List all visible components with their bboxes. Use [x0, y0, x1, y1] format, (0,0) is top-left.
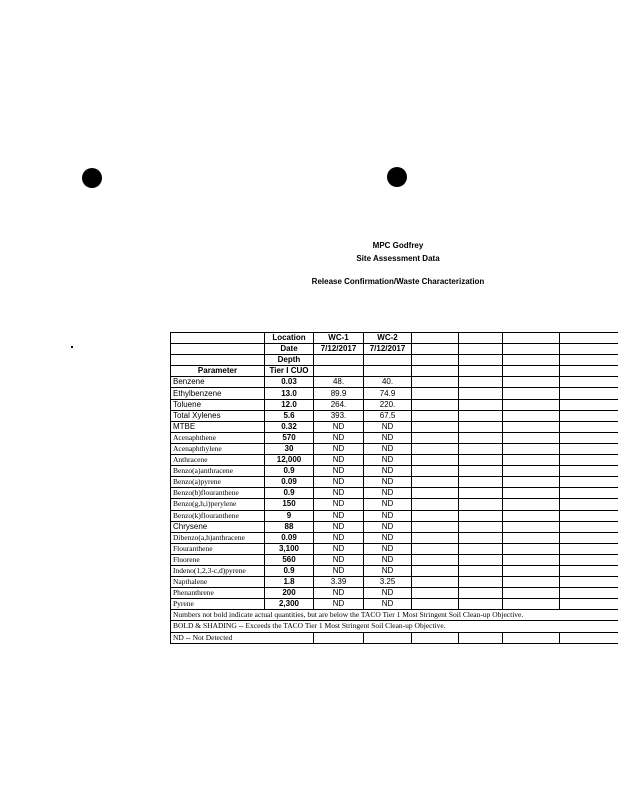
empty-cell [459, 554, 503, 565]
wc1-cell: ND [314, 554, 364, 565]
empty-cell [412, 521, 459, 532]
document-title: MPC Godfrey [372, 241, 424, 250]
empty-cell [364, 632, 412, 643]
empty-cell [459, 410, 503, 421]
empty-cell [560, 599, 618, 610]
empty-cell [459, 599, 503, 610]
sample-date: 7/12/2017 [364, 344, 412, 355]
empty-cell [503, 499, 560, 510]
table-row [171, 532, 618, 543]
empty-cell [503, 399, 560, 410]
cuo-cell: 2,300 [265, 599, 314, 610]
parameter-cell: Fluorene [171, 554, 265, 565]
table-row [171, 499, 618, 510]
site-assessment-table [170, 332, 618, 644]
parameter-cell: Dibenzo(a,h)anthracene [171, 532, 265, 543]
wc2-cell: ND [364, 488, 412, 499]
wc1-cell: ND [314, 543, 364, 554]
table-row [171, 599, 618, 610]
cuo-cell: 560 [265, 554, 314, 565]
empty-cell [459, 399, 503, 410]
empty-cell [412, 488, 459, 499]
wc2-cell: ND [364, 421, 412, 432]
cuo-cell: 30 [265, 443, 314, 454]
empty-cell [412, 599, 459, 610]
wc1-cell: 393. [314, 410, 364, 421]
date-label: Date [265, 344, 314, 355]
empty-cell [459, 388, 503, 399]
empty-cell [459, 466, 503, 477]
wc2-cell: ND [364, 443, 412, 454]
wc2-cell: ND [364, 499, 412, 510]
parameter-cell: Benzo(a)anthracene [171, 466, 265, 477]
punch-hole-right [387, 167, 407, 187]
wc2-cell: ND [364, 432, 412, 443]
empty-cell [560, 466, 618, 477]
empty-cell [560, 432, 618, 443]
empty-cell [412, 466, 459, 477]
empty-cell [412, 577, 459, 588]
empty-cell [459, 565, 503, 576]
wc1-cell: ND [314, 477, 364, 488]
empty-cell [560, 532, 618, 543]
table-row [171, 588, 618, 599]
empty-cell [503, 421, 560, 432]
empty-cell [459, 588, 503, 599]
empty-cell [560, 421, 618, 432]
table-row [171, 477, 618, 488]
empty-cell [560, 565, 618, 576]
table-row [171, 521, 618, 532]
empty-cell [560, 488, 618, 499]
empty-cell [560, 588, 618, 599]
sample-location: WC-2 [364, 333, 412, 344]
empty-cell [503, 599, 560, 610]
depth-label: Depth [265, 355, 314, 366]
empty-cell [503, 554, 560, 565]
empty-cell [560, 477, 618, 488]
table-row [171, 388, 618, 399]
empty-cell [560, 455, 618, 466]
empty-cell [412, 532, 459, 543]
empty-cell [412, 499, 459, 510]
cuo-cell: 0.09 [265, 532, 314, 543]
wc2-cell: 3.25 [364, 577, 412, 588]
parameter-label: Parameter [171, 366, 265, 377]
table-row [171, 410, 618, 421]
table-row [171, 466, 618, 477]
empty-cell [560, 443, 618, 454]
empty-cell [503, 577, 560, 588]
empty-cell [503, 521, 560, 532]
empty-cell [560, 577, 618, 588]
wc2-cell: ND [364, 477, 412, 488]
empty-cell [412, 421, 459, 432]
empty-cell [560, 499, 618, 510]
empty-cell [503, 565, 560, 576]
empty-cell [503, 510, 560, 521]
parameter-cell: Benzo(g,h,i)perylene [171, 499, 265, 510]
empty-cell [503, 377, 560, 388]
table-row [171, 421, 618, 432]
empty-cell [412, 399, 459, 410]
parameter-cell: Pyrene [171, 599, 265, 610]
location-row [171, 333, 618, 344]
wc2-cell: ND [364, 565, 412, 576]
wc1-cell: 3.39 [314, 577, 364, 588]
empty-cell [560, 554, 618, 565]
depth-row [171, 355, 618, 366]
empty-cell [560, 521, 618, 532]
cuo-cell: 12.0 [265, 399, 314, 410]
section-title: Release Confirmation/Waste Characterization [311, 277, 485, 286]
empty-cell [459, 577, 503, 588]
table-row [171, 510, 618, 521]
parameter-cell: Benzo(k)flouranthene [171, 510, 265, 521]
parameter-cell: Napthalene [171, 577, 265, 588]
wc1-cell: ND [314, 488, 364, 499]
empty-cell [503, 543, 560, 554]
empty-cell [503, 410, 560, 421]
note-row [171, 621, 618, 632]
cuo-cell: 0.9 [265, 488, 314, 499]
empty-cell [503, 632, 560, 643]
cuo-cell: 13.0 [265, 388, 314, 399]
empty-cell [459, 532, 503, 543]
table-row [171, 543, 618, 554]
empty-cell [459, 443, 503, 454]
wc2-cell: 220. [364, 399, 412, 410]
cuo-cell: 0.32 [265, 421, 314, 432]
cuo-cell: 1.8 [265, 577, 314, 588]
wc1-cell: ND [314, 455, 364, 466]
empty-cell [560, 388, 618, 399]
cuo-cell: 0.09 [265, 477, 314, 488]
parameter-cell: Chrysene [171, 521, 265, 532]
empty-cell [503, 532, 560, 543]
cuo-cell: 150 [265, 499, 314, 510]
table-row [171, 377, 618, 388]
table-row [171, 399, 618, 410]
cuo-cell: 570 [265, 432, 314, 443]
table-row [171, 554, 618, 565]
parameter-cell: Anthracene [171, 455, 265, 466]
empty-cell [503, 488, 560, 499]
empty-cell [503, 477, 560, 488]
cuo-cell: 0.9 [265, 565, 314, 576]
table-note: BOLD & SHADING -- Exceeds the TACO Tier 1 Most Stringent Soil Clean-up Objective. [171, 621, 618, 632]
wc1-cell: ND [314, 432, 364, 443]
parameter-header-row [171, 366, 618, 377]
wc1-cell: ND [314, 421, 364, 432]
empty-cell [503, 588, 560, 599]
parameter-cell: Acenaphthene [171, 432, 265, 443]
table-row [171, 565, 618, 576]
empty-cell [412, 565, 459, 576]
empty-cell [503, 443, 560, 454]
empty-cell [459, 499, 503, 510]
note-row [171, 632, 618, 643]
wc1-cell: ND [314, 510, 364, 521]
empty-cell [503, 455, 560, 466]
table-row [171, 443, 618, 454]
parameter-cell: MTBE [171, 421, 265, 432]
document-subtitle: Site Assessment Data [356, 254, 440, 263]
wc2-cell: ND [364, 554, 412, 565]
cuo-cell: 12,000 [265, 455, 314, 466]
wc2-cell: 67.5 [364, 410, 412, 421]
empty-cell [412, 377, 459, 388]
punch-hole-left [82, 168, 102, 188]
wc2-cell: ND [364, 510, 412, 521]
table-row [171, 432, 618, 443]
location-label: Location [265, 333, 314, 344]
wc1-cell: 48. [314, 377, 364, 388]
wc2-cell: ND [364, 532, 412, 543]
empty-cell [459, 543, 503, 554]
wc1-cell: 264. [314, 399, 364, 410]
cuo-cell: 0.9 [265, 466, 314, 477]
parameter-cell: Toluene [171, 399, 265, 410]
empty-cell [459, 632, 503, 643]
empty-cell [459, 521, 503, 532]
parameter-cell: Indeno(1,2,3-c,d)pyrene [171, 565, 265, 576]
empty-cell [412, 632, 459, 643]
parameter-cell: Flouranthene [171, 543, 265, 554]
sample-location: WC-1 [314, 333, 364, 344]
date-row [171, 344, 618, 355]
wc1-cell: ND [314, 532, 364, 543]
wc2-cell: ND [364, 543, 412, 554]
empty-cell [503, 432, 560, 443]
empty-cell [412, 588, 459, 599]
empty-cell [412, 410, 459, 421]
empty-cell [560, 377, 618, 388]
cuo-cell: 3,100 [265, 543, 314, 554]
wc1-cell: ND [314, 521, 364, 532]
empty-cell [412, 554, 459, 565]
wc2-cell: ND [364, 588, 412, 599]
empty-cell [459, 377, 503, 388]
scan-speck [71, 346, 73, 348]
wc2-cell: ND [364, 466, 412, 477]
empty-cell [459, 510, 503, 521]
empty-cell [459, 477, 503, 488]
cuo-label: Tier I CUO [265, 366, 314, 377]
table-note: ND -- Not Detected [171, 632, 314, 643]
wc1-cell: 89.9 [314, 388, 364, 399]
table-row [171, 577, 618, 588]
empty-cell [412, 477, 459, 488]
cuo-cell: 0.03 [265, 377, 314, 388]
parameter-cell: Benzo(a)pyrene [171, 477, 265, 488]
table-note: Numbers not bold indicate actual quantities, but are below the TACO Tier 1 Most Stringent Soil Clean-up Objective. [171, 610, 618, 621]
parameter-cell: Acenaphthylene [171, 443, 265, 454]
wc1-cell: ND [314, 466, 364, 477]
empty-cell [412, 443, 459, 454]
cuo-cell: 200 [265, 588, 314, 599]
wc2-cell: 74.9 [364, 388, 412, 399]
empty-cell [412, 543, 459, 554]
wc1-cell: ND [314, 588, 364, 599]
empty-cell [412, 432, 459, 443]
empty-cell [560, 632, 618, 643]
table-row [171, 488, 618, 499]
empty-cell [459, 421, 503, 432]
note-row [171, 610, 618, 621]
sample-date: 7/12/2017 [314, 344, 364, 355]
empty-cell [459, 432, 503, 443]
wc1-cell: ND [314, 565, 364, 576]
empty-cell [412, 510, 459, 521]
cuo-cell: 5.6 [265, 410, 314, 421]
cuo-cell: 88 [265, 521, 314, 532]
wc2-cell: ND [364, 521, 412, 532]
parameter-cell: Benzo(b)flouranthene [171, 488, 265, 499]
empty-cell [459, 488, 503, 499]
empty-cell [560, 510, 618, 521]
parameter-cell: Benzene [171, 377, 265, 388]
empty-cell [412, 455, 459, 466]
empty-cell [503, 388, 560, 399]
parameter-cell: Phenanthrene [171, 588, 265, 599]
parameter-cell: Total Xylenes [171, 410, 265, 421]
wc1-cell: ND [314, 499, 364, 510]
cuo-cell: 9 [265, 510, 314, 521]
wc1-cell: ND [314, 599, 364, 610]
empty-cell [560, 543, 618, 554]
empty-cell [503, 466, 560, 477]
wc2-cell: ND [364, 599, 412, 610]
parameter-cell: Ethylbenzene [171, 388, 265, 399]
empty-cell [459, 455, 503, 466]
empty-cell [314, 632, 364, 643]
wc1-cell: ND [314, 443, 364, 454]
wc2-cell: ND [364, 455, 412, 466]
empty-cell [560, 399, 618, 410]
empty-cell [412, 388, 459, 399]
empty-cell [560, 410, 618, 421]
wc2-cell: 40. [364, 377, 412, 388]
table-row [171, 455, 618, 466]
